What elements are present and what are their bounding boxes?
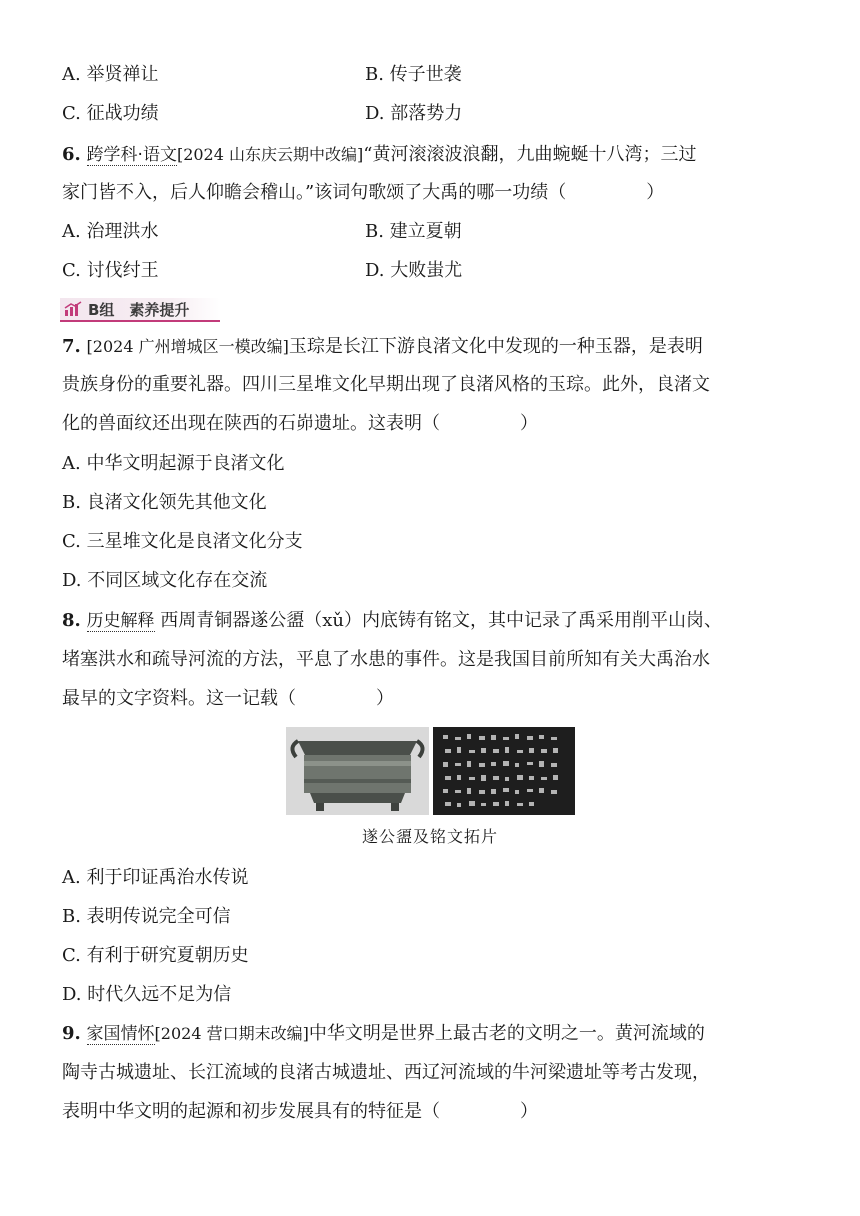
q6-stem-line1: 6. 跨学科·语文[2024 山东庆云期中改编]“黄河滚滚波浪翻，九曲蜿蜒十八湾；三过 [62,144,697,165]
q9-stem-line2: 陶寺古城遗址、长江流域的良渚古城遗址、西辽河流域的牛河梁遗址等考古发现， [62,1062,710,1083]
q9-number: 9 [62,1023,75,1044]
q5-option-b[interactable]: B. 传子世袭 [365,64,462,85]
q8-text-1: 西周青铜器遂公盨（xǔ）内底铸有铭文，其中记录了禹采用削平山岗、 [160,610,723,631]
q8-option-a[interactable]: A. 利于印证禹治水传说 [62,867,249,888]
q9-stem-line3 [62,1099,538,1125]
q8-stem-line1: 8. 历史解释 西周青铜器遂公盨（xǔ）内底铸有铭文，其中记录了禹采用削平山岗、 [62,610,723,631]
figure-caption: 遂公盨及铭文拓片 [361,827,498,846]
q7-number: 7 [62,336,75,357]
q9-tag: 家国情怀 [86,1024,155,1044]
section-b-label: B组 素养提升 [88,300,190,319]
q8-stem-line2: 堵塞洪水和疏导河流的方法，平息了水患的事件。这是我国目前所知有关大禹治水 [62,649,710,670]
q8-option-b[interactable]: B. 表明传说完全可信 [62,906,231,927]
q6-option-b[interactable]: B. 建立夏朝 [365,221,462,242]
inscription-rubbing-image [433,727,575,815]
q7-source: [2024 广州增城区一模改编] [86,337,289,356]
q6-number: 6 [62,144,75,165]
q7-paren-close: ） [520,413,538,434]
q5-option-c[interactable]: C. 征战功绩 [62,103,159,124]
q6-stem-line2 [62,180,664,206]
q7-option-b[interactable]: B. 良渚文化领先其他文化 [62,492,267,513]
q6-text-1: “黄河滚滚波浪翻，九曲蜿蜒十八湾；三过 [363,144,697,165]
section-b-header [60,298,220,322]
q9-paren-close: ） [520,1101,538,1122]
q6-option-d[interactable]: D. 大败蚩尤 [365,260,463,281]
q6-source: [2024 山东庆云期中改编] [176,145,364,164]
q6-tag: 跨学科·语文 [86,145,177,165]
q5-option-d[interactable]: D. 部落势力 [365,103,463,124]
q5-option-a[interactable]: A. 举贤禅让 [62,64,159,85]
bar-chart-icon [64,301,82,317]
q7-stem-line1: 7. [2024 广州增城区一模改编]玉琮是长江下游良渚文化中发现的一种玉器，是表明 [62,336,703,357]
q9-text-1: 中华文明是世界上最古老的文明之一。黄河流域的 [308,1023,705,1044]
q9-stem-line1: 9. 家国情怀[2024 营口期末改编]中华文明是世界上最古老的文明之一。黄河流域的 [62,1023,705,1044]
q7-option-c[interactable]: C. 三星堆文化是良渚文化分支 [62,531,303,552]
q6-text-2: 家门皆不入，后人仰瞻会稽山。”该词句歌颂了大禹的哪一功绩（ [62,182,567,203]
q7-stem-line3 [62,411,538,437]
q8-number: 8 [62,610,75,631]
q7-text-1: 玉琮是长江下游良渚文化中发现的一种玉器，是表明 [288,336,703,357]
q6-option-a[interactable]: A. 治理洪水 [62,221,159,242]
bronze-vessel-photo [286,727,429,815]
q7-stem-line2: 贵族身份的重要礼器。四川三星堆文化早期出现了良渚风格的玉琮。此外，良渚文 [62,374,710,395]
q6-paren-close: ） [646,182,665,203]
q8-option-c[interactable]: C. 有利于研究夏朝历史 [62,945,249,966]
q7-option-d[interactable]: D. 不同区域文化存在交流 [62,570,268,591]
q8-option-d[interactable]: D. 时代久远不足为信 [62,984,232,1005]
q8-paren-close: ） [376,688,394,709]
q9-text-3: 表明中华文明的起源和初步发展具有的特征是（ [62,1101,440,1122]
q8-stem-line3 [62,686,394,712]
q8-tag: 历史解释 [86,611,155,631]
q7-option-a[interactable]: A. 中华文明起源于良渚文化 [62,453,285,474]
q8-text-3: 最早的文字资料。这一记载（ [62,688,296,709]
q6-option-c[interactable]: C. 讨伐纣王 [62,260,159,281]
q9-source: [2024 营口期末改编] [154,1024,309,1043]
q7-text-3: 化的兽面纹还出现在陕西的石峁遗址。这表明（ [62,413,440,434]
